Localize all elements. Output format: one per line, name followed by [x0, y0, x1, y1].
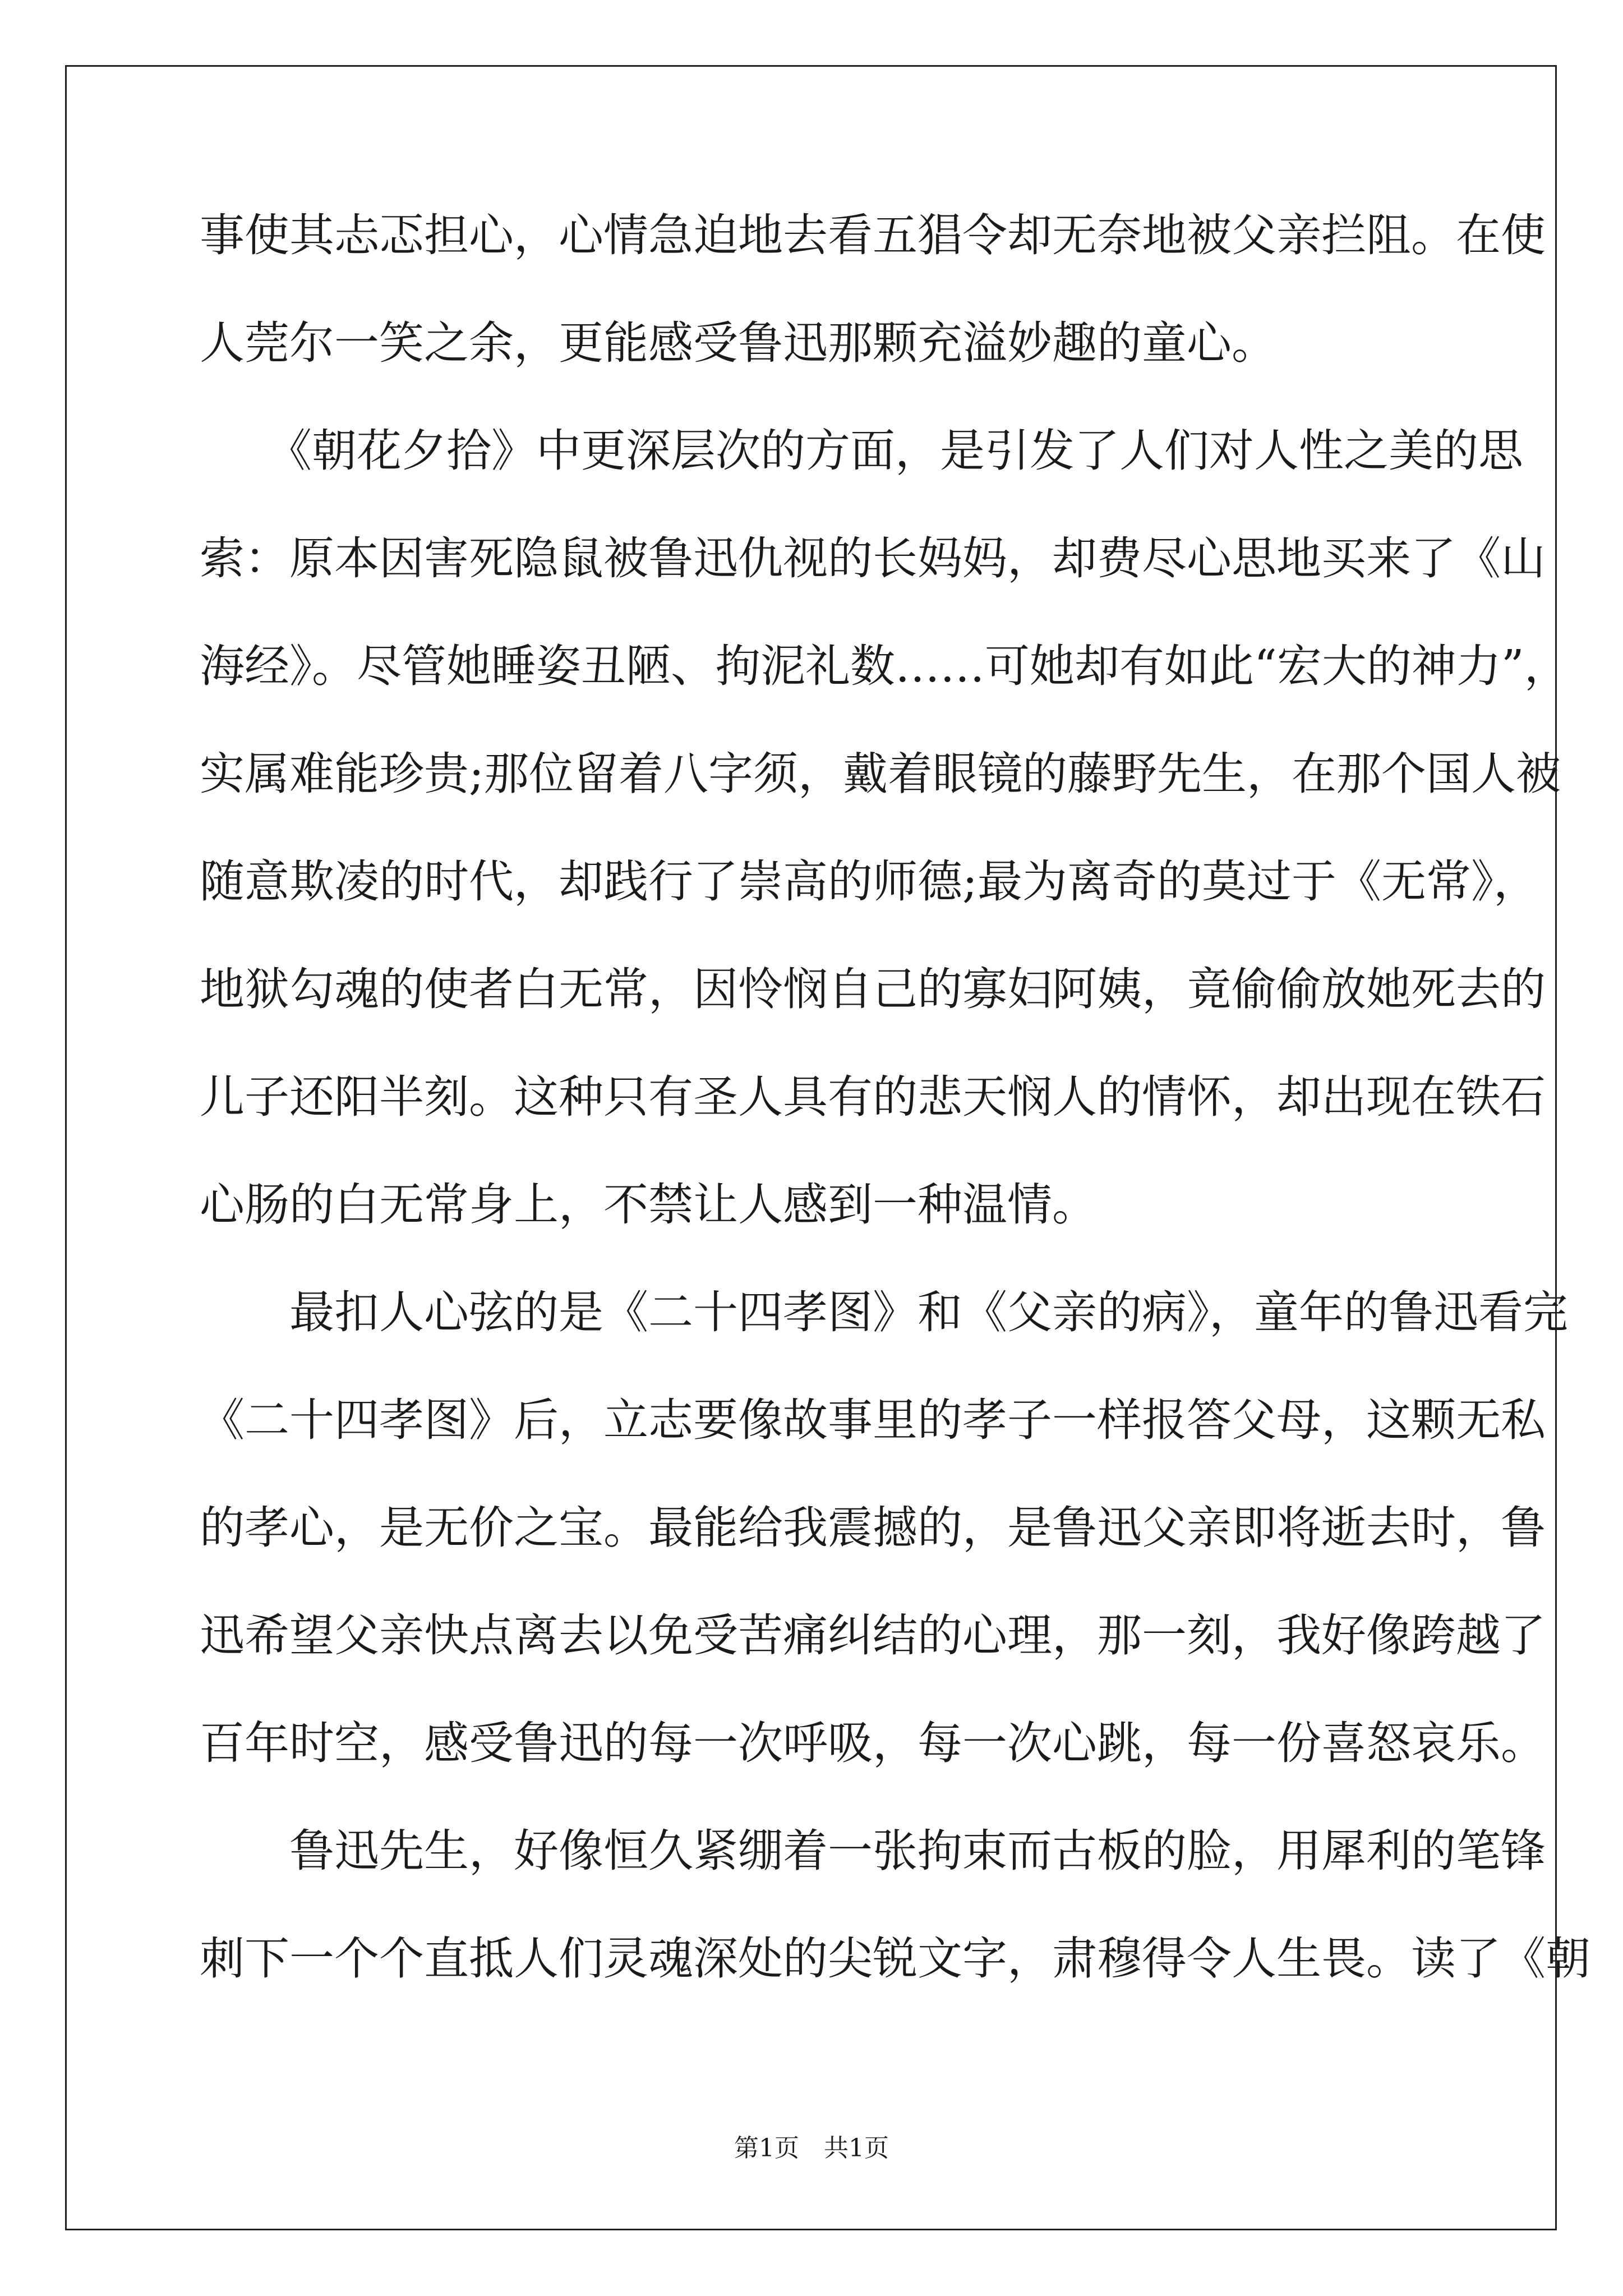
text-line: 事使其忐忑担心，心情急迫地去看五猖令却无奈地被父亲拦阻。在使: [200, 209, 1546, 261]
text-line: 迅希望父亲快点离去以免受苦痛纠结的心理，那一刻，我好像跨越了: [200, 1609, 1546, 1662]
text-line: 索：原本因害死隐鼠被鲁迅仇视的长妈妈，却费尽心思地买来了《山: [200, 532, 1546, 585]
text-line: 最扣人心弦的是《二十四孝图》和《父亲的病》，童年的鲁迅看完: [200, 1286, 1568, 1338]
text-line: 百年时空，感受鲁迅的每一次呼吸，每一次心跳，每一份喜怒哀乐。: [200, 1717, 1546, 1769]
page-number-footer: 第1页 共1页: [734, 2134, 889, 2162]
text-line: 儿子还阳半刻。这种只有圣人具有的悲天悯人的情怀，却出现在铁石: [200, 1071, 1546, 1123]
text-line: 《朝花夕拾》中更深层次的方面，是引发了人们对人性之美的思: [200, 425, 1523, 477]
text-line: 海经》。尽管她睡姿丑陋、拘泥礼数……可她却有如此“宏大的神力”，: [200, 640, 1569, 692]
text-line: 鲁迅先生，好像恒久紧绷着一张拘束而古板的脸，用犀利的笔锋: [200, 1825, 1546, 1877]
page-frame: [65, 65, 1557, 2230]
text-line: 心肠的白无常身上，不禁让人感到一种温情。: [200, 1179, 1097, 1231]
text-line: 《二十四孝图》后，立志要像故事里的孝子一样报答父母，这颗无私: [200, 1394, 1546, 1446]
text-line: 刺下一个个直抵人们灵魂深处的尖锐文字，肃穆得令人生畏。读了《朝: [200, 1932, 1590, 1985]
text-line: 的孝心，是无价之宝。最能给我震撼的，是鲁迅父亲即将逝去时，鲁: [200, 1502, 1546, 1554]
text-line: 地狱勾魂的使者白无常，因怜悯自己的寡妇阿姨，竟偷偷放她死去的: [200, 963, 1546, 1015]
text-line: 实属难能珍贵;那位留着八字须，戴着眼镜的藤野先生，在那个国人被: [200, 748, 1561, 800]
text-line: 随意欺凌的时代，却践行了崇高的师德;最为离奇的莫过于《无常》，: [200, 855, 1538, 908]
text-line: 人莞尔一笑之余，更能感受鲁迅那颗充溢妙趣的童心。: [200, 317, 1276, 369]
